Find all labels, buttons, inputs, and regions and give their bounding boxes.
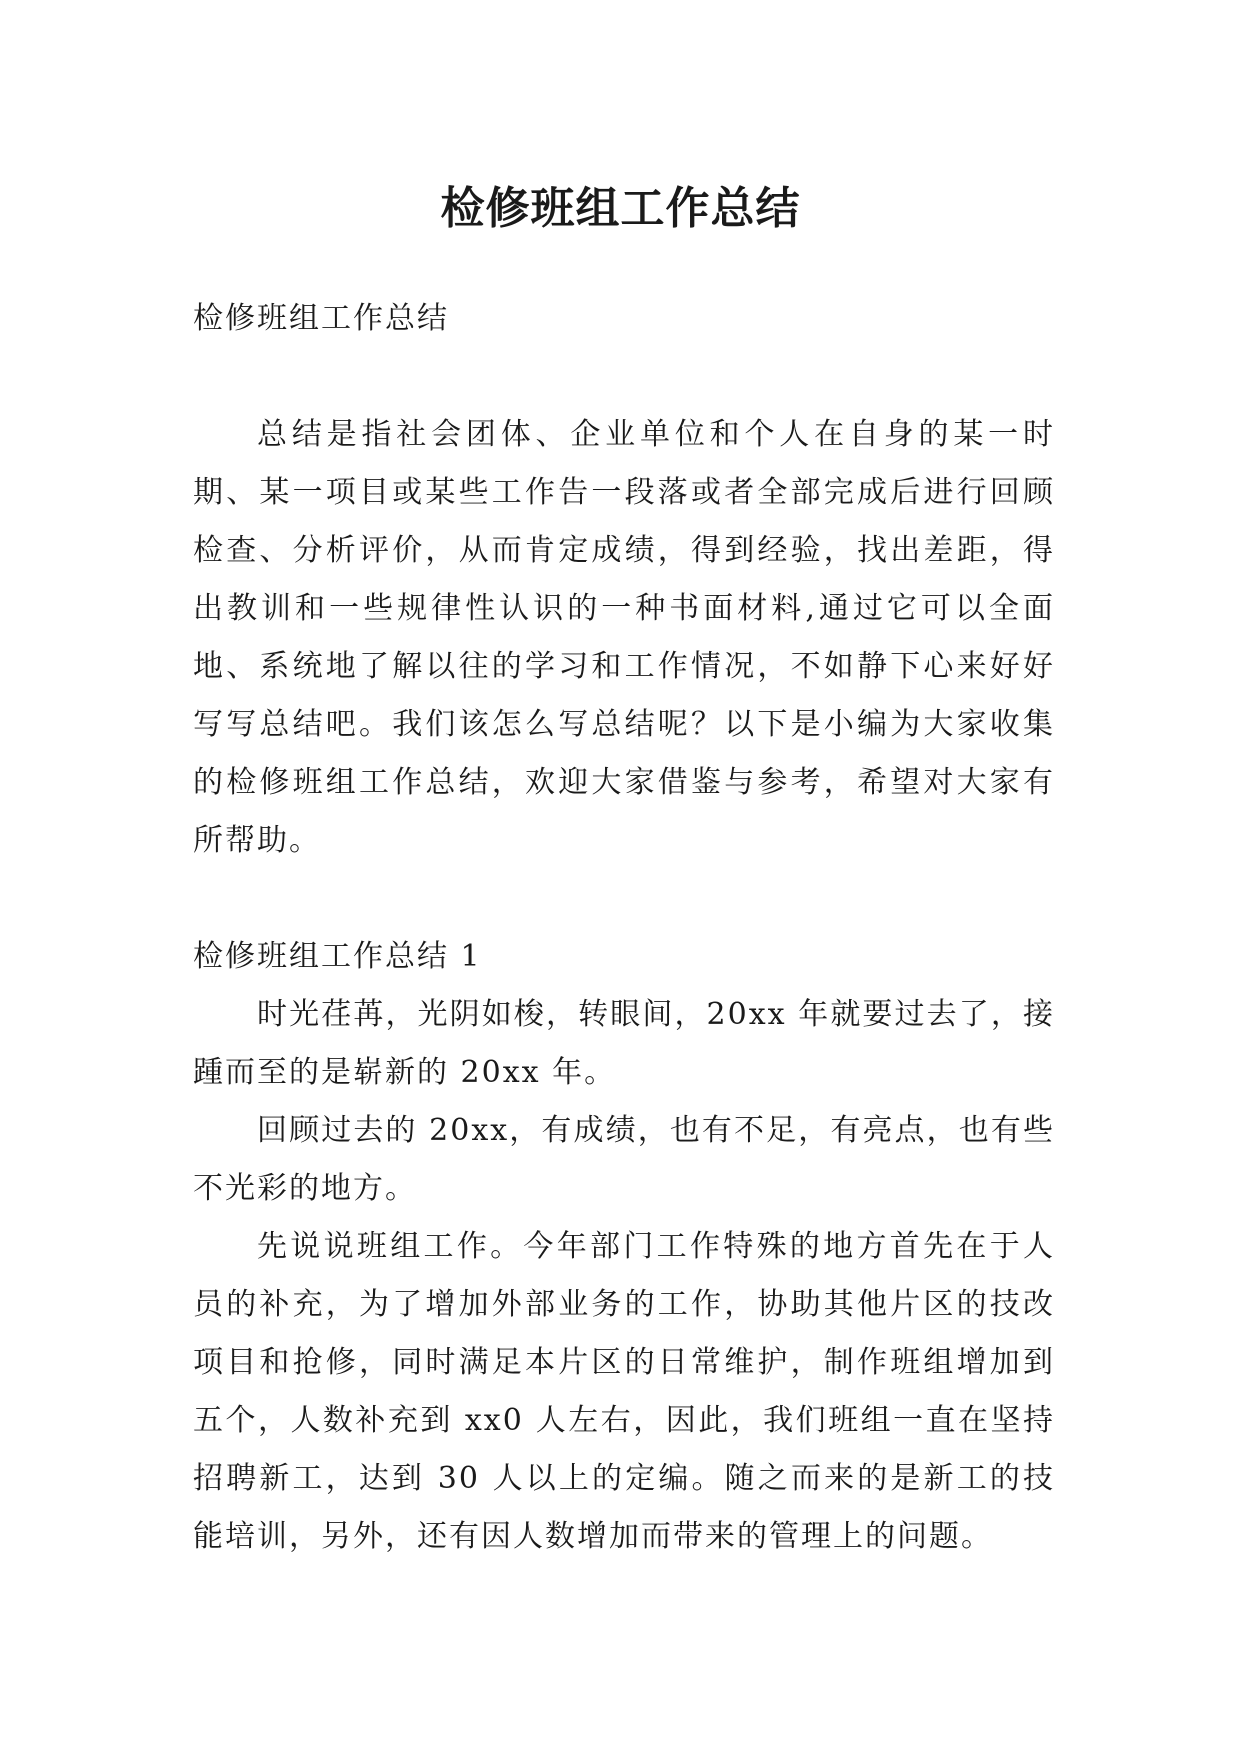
intro-paragraph: 总结是指社会团体、企业单位和个人在自身的某一时期、某一项目或某些工作告一段落或者全部完成后进行回顾检查、分析评价，从而肯定成绩，得到经验，找出差距，得出教训和一些规律性认识的一种书面材料,通过它可以全面地、系统地了解以往的学习和工作情况，不如静下心来好好写写总结吧。我们该怎么写总结呢？以下是小编为大家收集的检修班组工作总结，欢迎大家借鉴与参考，希望对大家有所帮助。 bbox=[193, 417, 1055, 858]
document-body bbox=[193, 290, 1055, 1566]
section-paragraph-3: 先说说班组工作。今年部门工作特殊的地方首先在于人员的补充，为了增加外部业务的工作，协助其他片区的技改项目和抢修，同时满足本片区的日常维护，制作班组增加到五个，人数补充到 xx0 人左右，因此，我们班组一直在坚持招聘新工，达到 30 人以上的定编。随之而来的是新工的技能培训，另外，还有因人数增加而带来的管理上的问题。 bbox=[193, 1229, 1055, 1554]
document-subtitle: 检修班组工作总结 bbox=[193, 301, 449, 336]
section-paragraph-2: 回顾过去的 20xx，有成绩，也有不足，有亮点，也有些不光彩的地方。 bbox=[193, 1113, 1055, 1206]
section-paragraph-1: 时光荏苒，光阴如梭，转眼间，20xx 年就要过去了，接踵而至的是崭新的 20xx 年。 bbox=[193, 997, 1055, 1090]
section-heading: 检修班组工作总结 1 bbox=[193, 939, 482, 974]
document-title: 检修班组工作总结 bbox=[440, 183, 801, 235]
spacer bbox=[193, 870, 1055, 928]
spacer bbox=[193, 348, 1055, 406]
